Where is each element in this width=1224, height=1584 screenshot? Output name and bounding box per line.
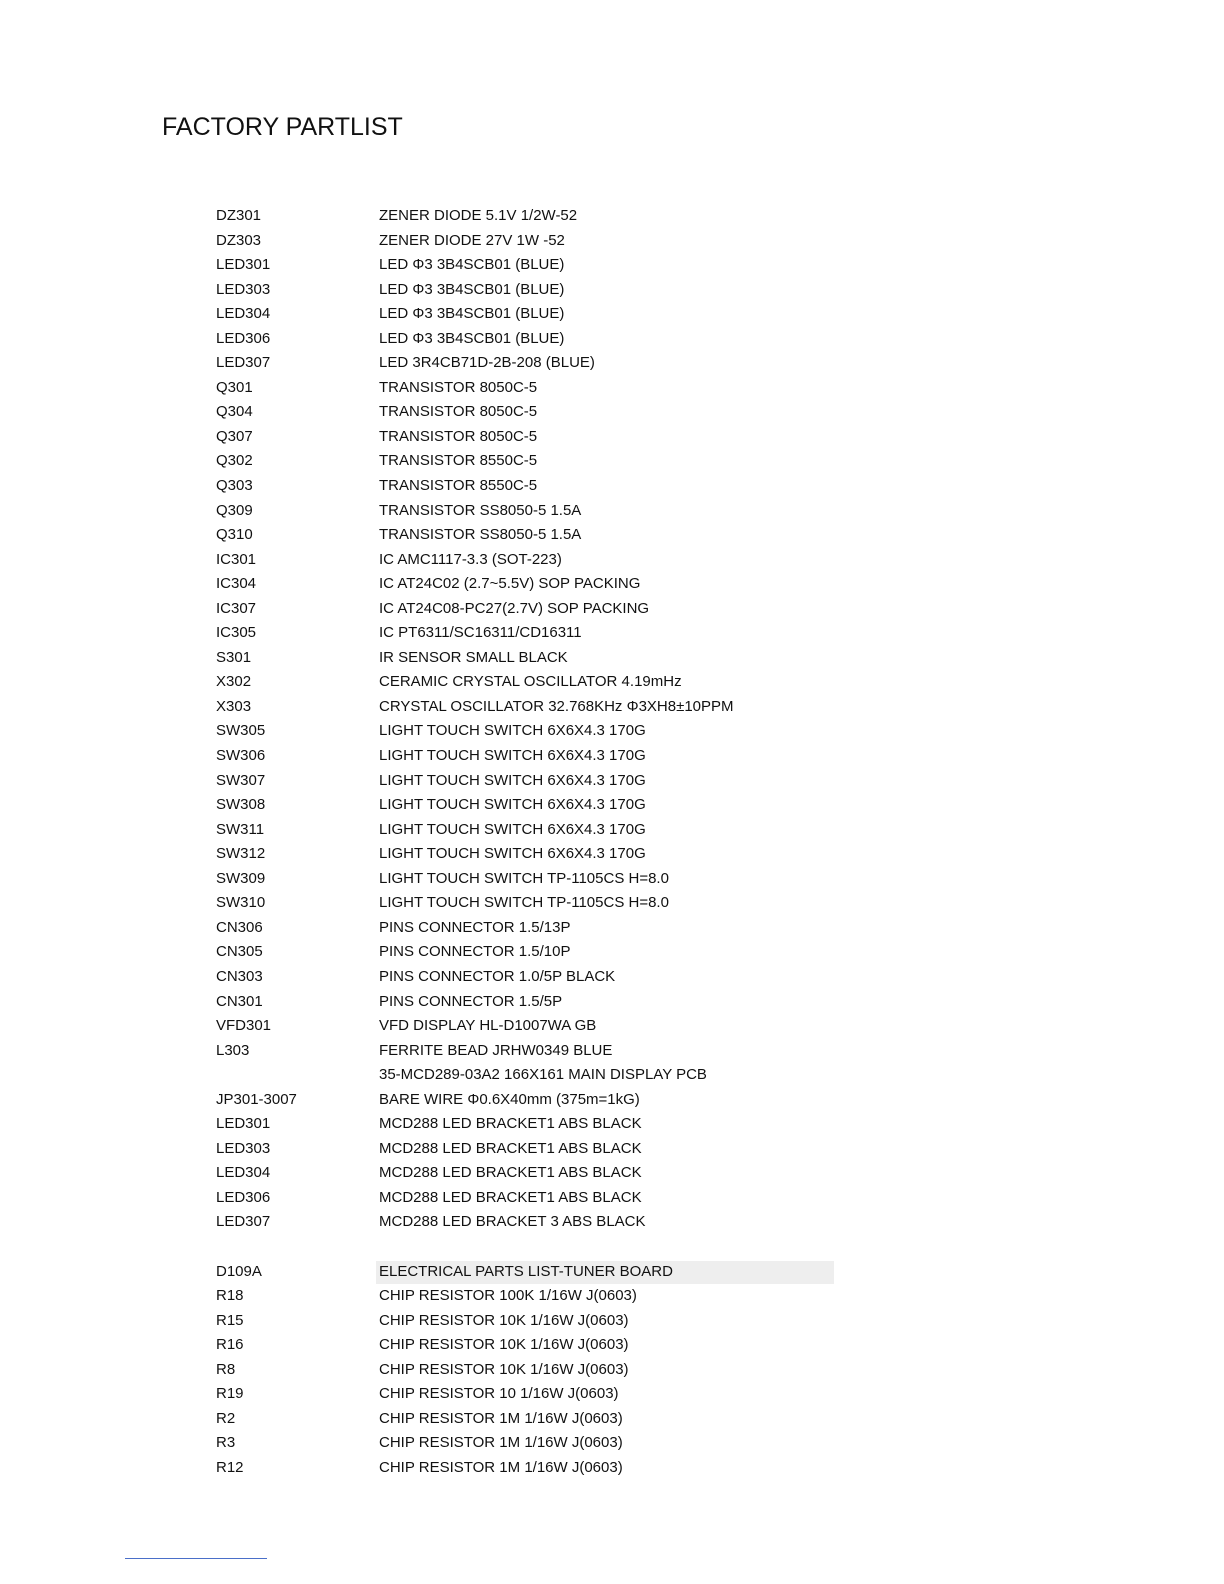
part-description: LIGHT TOUCH SWITCH 6X6X4.3 170G [379,845,646,863]
part-description: LED Φ3 3B4SCB01 (BLUE) [379,329,565,347]
part-description: CHIP RESISTOR 100K 1/16W J(0603) [379,1287,637,1305]
part-ref: R8 [216,1360,236,1378]
part-ref: LED306 [216,1188,271,1206]
part-row [0,572,1224,597]
part-description: CRYSTAL OSCILLATOR 32.768KHz Φ3XH8±10PPM [379,697,734,715]
part-row [0,1407,1224,1432]
part-row [0,1088,1224,1113]
part-ref: JP301-3007 [216,1090,297,1108]
part-row [0,1456,1224,1481]
part-description: BARE WIRE Φ0.6X40mm (375m=1kG) [379,1090,640,1108]
part-description: ZENER DIODE 5.1V 1/2W-52 [379,207,578,224]
part-description: CHIP RESISTOR 10 1/16W J(0603) [379,1385,619,1403]
part-ref: CN305 [216,943,263,961]
part-description: LED Φ3 3B4SCB01 (BLUE) [379,256,565,274]
part-description: ZENER DIODE 27V 1W -52 [379,231,565,249]
part-ref: IC305 [216,624,257,642]
part-ref: D109A [216,1262,262,1280]
part-description: ELECTRICAL PARTS LIST-TUNER BOARD [379,1262,673,1280]
part-row [0,1333,1224,1358]
part-row [0,1186,1224,1211]
part-row [0,1112,1224,1137]
part-row [0,1382,1224,1407]
part-description: CERAMIC CRYSTAL OSCILLATOR 4.19mHz [379,673,682,691]
part-row [0,818,1224,843]
part-row [0,916,1224,941]
part-ref: R18 [216,1287,244,1305]
part-description: CHIP RESISTOR 10K 1/16W J(0603) [379,1360,629,1378]
part-row [0,1039,1224,1064]
part-ref: CN306 [216,918,263,936]
part-ref: R15 [216,1311,244,1329]
part-description: IC PT6311/SC16311/CD16311 [379,624,582,642]
part-description: CHIP RESISTOR 10K 1/16W J(0603) [379,1311,629,1329]
part-ref: CN301 [216,992,263,1010]
part-description: LIGHT TOUCH SWITCH TP-1105CS H=8.0 [379,894,669,912]
part-ref: SW312 [216,845,266,863]
part-description: TRANSISTOR 8050C-5 [379,403,538,421]
part-description: 35-MCD289-03A2 166X161 MAIN DISPLAY PCB [379,1066,707,1084]
part-ref: DZ303 [216,231,262,249]
part-row [0,1358,1224,1383]
part-description: IC AMC1117-3.3 (SOT-223) [379,550,562,568]
part-description: PINS CONNECTOR 1.0/5P BLACK [379,967,616,985]
part-description: LIGHT TOUCH SWITCH 6X6X4.3 170G [379,796,646,814]
part-description: TRANSISTOR 8050C-5 [379,378,538,396]
part-description: LIGHT TOUCH SWITCH 6X6X4.3 170G [379,771,646,789]
part-row [0,229,1224,254]
part-ref: LED301 [216,256,271,274]
part-row [0,278,1224,303]
part-description: PINS CONNECTOR 1.5/10P [379,943,571,961]
part-description: LED Φ3 3B4SCB01 (BLUE) [379,305,565,323]
part-ref: Q309 [216,501,253,519]
part-ref: SW306 [216,747,266,765]
part-row [0,1309,1224,1334]
part-description: TRANSISTOR SS8050-5 1.5A [379,501,582,519]
part-description: LIGHT TOUCH SWITCH 6X6X4.3 170G [379,820,646,838]
part-row [0,965,1224,990]
part-row [0,449,1224,474]
part-ref: R12 [216,1458,244,1476]
part-description: VFD DISPLAY HL-D1007WA GB [379,1017,597,1035]
part-row [0,940,1224,965]
part-row [0,1137,1224,1162]
part-description: FERRITE BEAD JRHW0349 BLUE [379,1041,613,1059]
part-ref: Q307 [216,427,253,445]
part-ref: CN303 [216,967,263,985]
page-title: FACTORY PARTLIST [162,113,403,141]
part-row [0,523,1224,548]
part-ref: X302 [216,673,252,691]
part-ref: LED304 [216,305,271,323]
part-row [0,621,1224,646]
part-ref: X303 [216,697,252,715]
part-ref: SW308 [216,796,266,814]
part-row [0,1014,1224,1039]
part-description: PINS CONNECTOR 1.5/5P [379,992,563,1010]
part-row [0,695,1224,720]
part-description: LED Φ3 3B4SCB01 (BLUE) [379,280,565,298]
part-ref: Q303 [216,477,253,495]
part-ref: LED301 [216,1115,271,1133]
part-description: MCD288 LED BRACKET1 ABS BLACK [379,1188,642,1206]
part-row [0,646,1224,671]
part-ref: Q310 [216,526,253,544]
part-ref: LED306 [216,329,271,347]
part-ref: R2 [216,1409,236,1427]
part-row [0,302,1224,327]
part-ref: Q304 [216,403,253,421]
part-description: MCD288 LED BRACKET 3 ABS BLACK [379,1213,646,1231]
part-description: CHIP RESISTOR 1M 1/16W J(0603) [379,1409,623,1427]
part-ref: R16 [216,1336,244,1354]
part-ref: IC301 [216,550,257,568]
part-row [0,842,1224,867]
part-row [0,351,1224,376]
part-row [0,474,1224,499]
part-description: CHIP RESISTOR 1M 1/16W J(0603) [379,1434,623,1452]
part-ref: LED303 [216,280,271,298]
part-row [0,204,1224,229]
part-ref: S301 [216,648,252,666]
section-header-row [0,1260,1224,1285]
part-ref: IC304 [216,575,257,593]
part-description: CHIP RESISTOR 1M 1/16W J(0603) [379,1458,623,1476]
part-row [0,867,1224,892]
part-row [0,400,1224,425]
part-description: TRANSISTOR 8050C-5 [379,427,538,445]
part-ref: SW305 [216,722,266,740]
part-row [0,548,1224,573]
part-row [0,253,1224,278]
parts-list [0,204,1224,1480]
part-row [0,1284,1224,1309]
part-row [0,597,1224,622]
part-ref: R19 [216,1385,244,1403]
part-ref: Q302 [216,452,253,470]
part-ref: LED307 [216,354,271,372]
part-ref: SW310 [216,894,266,912]
part-ref: VFD301 [216,1017,272,1035]
part-description: LIGHT TOUCH SWITCH 6X6X4.3 170G [379,747,646,765]
part-row [0,670,1224,695]
part-row [0,793,1224,818]
part-description: IC AT24C02 (2.7~5.5V) SOP PACKING [379,575,641,593]
part-ref: SW311 [216,820,265,838]
part-description: LIGHT TOUCH SWITCH 6X6X4.3 170G [379,722,646,740]
part-row [0,376,1224,401]
part-row [0,990,1224,1015]
part-description: TRANSISTOR SS8050-5 1.5A [379,526,582,544]
part-row [0,1431,1224,1456]
part-description: TRANSISTOR 8550C-5 [379,477,538,495]
part-description: TRANSISTOR 8550C-5 [379,452,538,470]
part-row [0,769,1224,794]
part-ref: SW309 [216,869,266,887]
part-ref: DZ301 [216,207,262,224]
part-description: CHIP RESISTOR 10K 1/16W J(0603) [379,1336,629,1354]
footnote-divider [125,1558,267,1559]
part-description: LED 3R4CB71D-2B-208 (BLUE) [379,354,595,372]
part-description: PINS CONNECTOR 1.5/13P [379,918,571,936]
part-description: MCD288 LED BRACKET1 ABS BLACK [379,1115,642,1133]
part-row [0,1063,1224,1088]
part-ref: LED307 [216,1213,271,1231]
part-description: MCD288 LED BRACKET1 ABS BLACK [379,1164,642,1182]
part-row [0,499,1224,524]
part-description: LIGHT TOUCH SWITCH TP-1105CS H=8.0 [379,869,669,887]
part-row [0,744,1224,769]
part-description: MCD288 LED BRACKET1 ABS BLACK [379,1139,642,1157]
part-description: IR SENSOR SMALL BLACK [379,648,568,666]
part-ref: SW307 [216,771,266,789]
part-ref: R3 [216,1434,236,1452]
part-ref: LED303 [216,1139,271,1157]
part-row [0,1161,1224,1186]
part-ref: Q301 [216,378,253,396]
part-description: IC AT24C08-PC27(2.7V) SOP PACKING [379,599,650,617]
part-row [0,891,1224,916]
part-row [0,327,1224,352]
part-ref: IC307 [216,599,257,617]
part-row [0,1210,1224,1235]
section-spacer [0,1235,1224,1260]
part-row [0,719,1224,744]
part-ref: L303 [216,1041,250,1059]
part-row [0,425,1224,450]
part-ref: LED304 [216,1164,271,1182]
